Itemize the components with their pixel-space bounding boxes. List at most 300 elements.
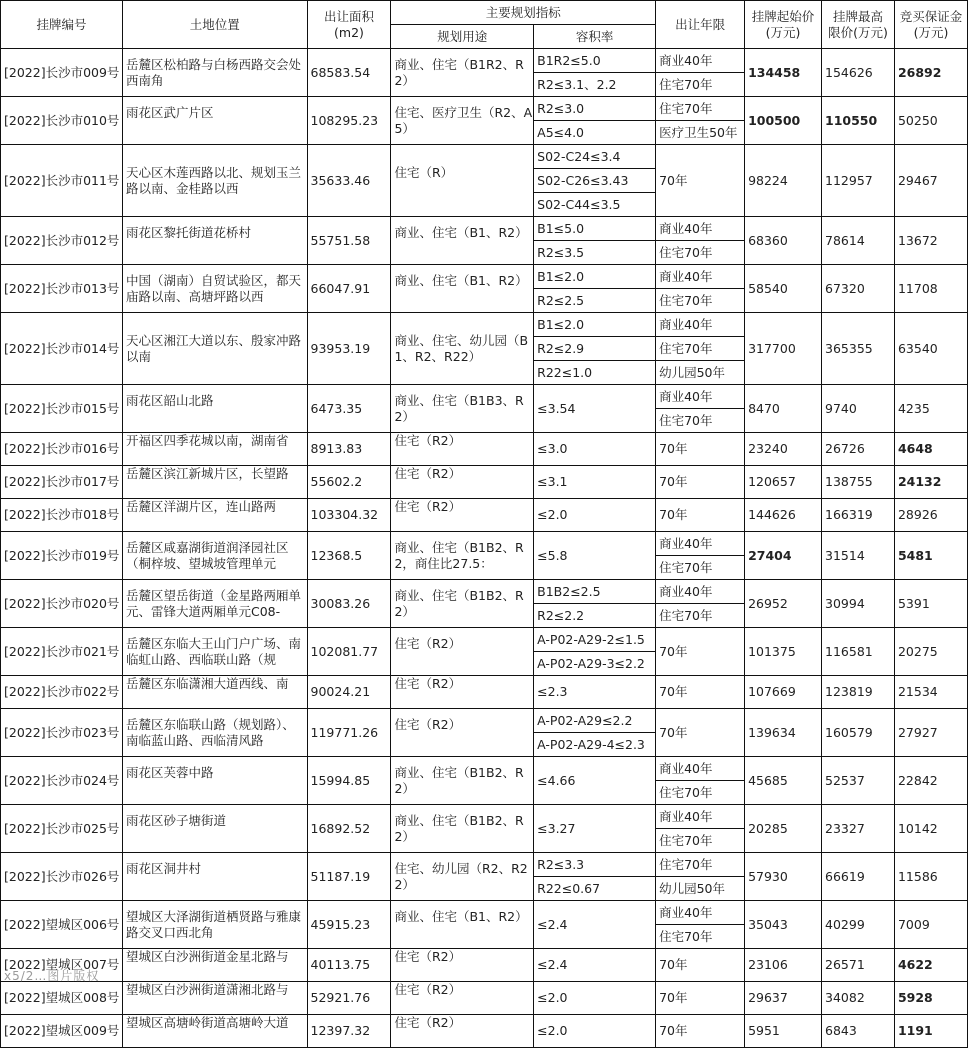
header-term: 出让年限: [656, 1, 745, 49]
lot-far-text: S02-C26≤3.43: [537, 172, 629, 188]
lot-far-text: A-P02-A29-3≤2.2: [537, 655, 645, 671]
lot-location-text: 岳麓区咸嘉湖街道润泽园社区（桐梓坡、望城坡管理单元: [125, 539, 289, 571]
lot-max-price: [822, 217, 895, 265]
lot-term: [656, 925, 745, 949]
lot-deposit-text: 5481: [897, 547, 933, 563]
lot-start-price-text: 317700: [748, 340, 796, 356]
lot-area-text: 45915.23: [310, 916, 371, 932]
lot-far-text: ≤3.0: [537, 441, 568, 456]
lot-id: [1, 313, 123, 385]
lot-start-price: [745, 97, 822, 145]
lot-term: [656, 901, 745, 925]
table-row: [1, 49, 968, 73]
lot-term-text: 70年: [659, 1023, 688, 1038]
lot-max-price-text: 123819: [825, 684, 873, 699]
lot-use: [391, 757, 534, 805]
lot-max-price: [822, 145, 895, 217]
header-deposit: [894, 1, 967, 49]
lot-far-text: A5≤4.0: [537, 124, 584, 140]
lot-location: [122, 1015, 307, 1048]
lot-use-text: 住宅（R2）: [394, 949, 462, 964]
lot-id-text: [2022]长沙市024号: [4, 772, 120, 788]
lot-area-text: 66047.91: [310, 280, 371, 296]
lot-max-price-text: 110550: [825, 112, 878, 128]
lot-area: [307, 313, 391, 385]
table-row: [1, 901, 968, 925]
lot-location: [122, 676, 307, 709]
lot-term: [656, 265, 745, 289]
lot-max-price-text: 112957: [825, 172, 873, 188]
lot-area-text: 103304.32: [310, 507, 379, 522]
lot-id: [1, 145, 123, 217]
lot-area-text: 108295.23: [310, 112, 379, 128]
lot-area-text: 102081.77: [310, 643, 379, 659]
lot-area: [307, 757, 391, 805]
lot-location: [122, 628, 307, 676]
lot-term-text: 70年: [659, 957, 688, 972]
header-use: 规划用途: [391, 25, 534, 49]
lot-use: [391, 145, 534, 217]
lot-start-price: [745, 901, 822, 949]
lot-start-price: [745, 580, 822, 628]
lot-area-text: 12368.5: [310, 547, 363, 563]
lot-start-price: [745, 145, 822, 217]
lot-location-text: 雨花区洞井村: [125, 860, 201, 876]
lot-deposit-text: 27927: [897, 724, 938, 740]
lot-term: [656, 709, 745, 757]
lot-max-price: [822, 49, 895, 97]
lot-max-price: [822, 805, 895, 853]
lot-far: [534, 709, 656, 733]
lot-use: [391, 265, 534, 313]
lot-max-price-text: 52537: [825, 772, 865, 788]
lot-location-text: 天心区湘江大道以东、殷家冲路以南: [125, 332, 301, 364]
lot-term: [656, 73, 745, 97]
lot-max-price-text: 160579: [825, 724, 873, 740]
lot-id: [1, 580, 123, 628]
lot-deposit: [894, 853, 967, 901]
lot-area: [307, 1015, 391, 1048]
lot-far: [534, 901, 656, 949]
lot-far: [534, 433, 656, 466]
lot-use: [391, 709, 534, 757]
lot-far-text: B1B2≤2.5: [537, 583, 601, 599]
lot-id-text: [2022]长沙市025号: [4, 820, 120, 836]
lot-far: [534, 805, 656, 853]
lot-term-text: 住宅70年: [659, 76, 713, 92]
lot-far: [534, 676, 656, 709]
header-indicators: 主要规划指标: [391, 1, 656, 25]
lot-max-price-text: 67320: [825, 280, 865, 296]
lot-location: [122, 265, 307, 313]
lot-start-price: [745, 1015, 822, 1048]
lot-use-text: 住宅（R2）: [394, 635, 462, 651]
lot-id: [1, 217, 123, 265]
lot-id: [1, 676, 123, 709]
lot-far: [534, 145, 656, 169]
lot-id: [1, 466, 123, 499]
table-row: [1, 265, 968, 289]
lot-deposit-text: 22842: [897, 772, 938, 788]
lot-term: [656, 409, 745, 433]
lot-term: [656, 757, 745, 781]
lot-location: [122, 949, 307, 982]
lot-far-text: B1≤5.0: [537, 220, 585, 236]
header-deposit-line1: 竞买保证金: [899, 8, 963, 24]
lot-id: [1, 982, 123, 1015]
lot-area-text: 52921.76: [310, 990, 371, 1005]
lot-id: [1, 757, 123, 805]
lot-start-price-text: 101375: [748, 643, 796, 659]
lot-start-price-text: 98224: [748, 172, 788, 188]
lot-far: [534, 385, 656, 433]
lot-far-text: ≤2.3: [537, 684, 568, 699]
lot-far: [534, 1015, 656, 1048]
lot-term-text: 住宅70年: [659, 340, 713, 356]
lot-term-text: 70年: [659, 507, 688, 522]
lot-start-price: [745, 982, 822, 1015]
lot-id-text: [2022]长沙市018号: [4, 507, 120, 522]
lot-start-price-text: 134458: [748, 64, 801, 80]
header-area: [307, 1, 391, 49]
lot-max-price: [822, 676, 895, 709]
lot-far: [534, 337, 656, 361]
lot-max-price: [822, 433, 895, 466]
lot-start-price: [745, 385, 822, 433]
lot-location: [122, 433, 307, 466]
lot-deposit: [894, 466, 967, 499]
lot-start-price-text: 23106: [748, 957, 788, 972]
lot-id: [1, 853, 123, 901]
lot-location-text: 雨花区芙蓉中路: [125, 764, 214, 780]
table-row: [1, 982, 968, 999]
lot-far-text: ≤5.8: [537, 547, 568, 563]
lot-term-text: 70年: [659, 724, 688, 740]
lot-id: [1, 805, 123, 853]
lot-area: [307, 853, 391, 901]
lot-area-text: 30083.26: [310, 595, 371, 611]
lot-location-text: 中国（湖南）自贸试验区，都天庙路以南、高塘坪路以西: [125, 272, 301, 304]
lot-id: [1, 1015, 123, 1048]
lot-start-price-text: 139634: [748, 724, 796, 740]
lot-term-text: 商业40年: [659, 808, 713, 824]
table-header: [1, 1, 968, 49]
header-max-price-line2: 限价(万元): [828, 24, 888, 40]
lot-term-text: 住宅70年: [659, 292, 713, 308]
lot-far-text: R2≤3.1、2.2: [537, 76, 617, 92]
lot-location: [122, 982, 307, 1015]
lot-deposit-text: 50250: [897, 112, 938, 128]
lot-term: [656, 313, 745, 337]
lot-area-text: 16892.52: [310, 820, 371, 836]
lot-deposit: [894, 709, 967, 757]
lot-id: [1, 532, 123, 580]
lot-id-text: [2022]长沙市020号: [4, 595, 120, 611]
lot-term-text: 商业40年: [659, 583, 713, 599]
lot-location: [122, 499, 307, 532]
header-max-price-line1: 挂牌最高: [832, 8, 883, 24]
lot-location: [122, 757, 307, 805]
lot-start-price-text: 20285: [748, 820, 788, 836]
lot-term-text: 商业40年: [659, 904, 713, 920]
watermark: x5/2…图片版权: [4, 969, 100, 983]
lot-id: [1, 709, 123, 757]
lot-use: [391, 982, 534, 1015]
lot-area-text: 12397.32: [310, 1023, 371, 1038]
lot-term: [656, 781, 745, 805]
lot-area: [307, 265, 391, 313]
lot-use-text: 商业、住宅（B1R2、R2）: [394, 56, 524, 88]
lot-area: [307, 580, 391, 628]
lot-area-text: 55751.58: [310, 232, 371, 248]
lot-start-price: [745, 433, 822, 466]
lot-max-price-text: 34082: [825, 990, 865, 1005]
lot-far: [534, 877, 656, 901]
table-row: [1, 628, 968, 652]
lot-deposit: [894, 901, 967, 949]
lot-term: [656, 499, 745, 532]
lot-term: [656, 982, 745, 1015]
lot-start-price-text: 26952: [748, 595, 788, 611]
lot-term-text: 幼儿园50年: [659, 364, 725, 380]
lot-max-price-text: 116581: [825, 643, 873, 659]
lot-location: [122, 532, 307, 580]
lot-deposit: [894, 49, 967, 97]
lot-term: [656, 532, 745, 556]
lot-deposit: [894, 217, 967, 265]
table-row: [1, 805, 968, 829]
lot-far: [534, 313, 656, 337]
table-row: [1, 532, 968, 556]
lot-start-price: [745, 853, 822, 901]
lot-term-text: 住宅70年: [659, 856, 713, 872]
lot-max-price-text: 23327: [825, 820, 865, 836]
lot-deposit-text: 4622: [897, 957, 933, 972]
lot-id: [1, 265, 123, 313]
lot-deposit-text: 5928: [897, 990, 933, 1005]
lot-use: [391, 532, 534, 580]
lot-id-text: [2022]长沙市015号: [4, 400, 120, 416]
lot-max-price: [822, 982, 895, 1015]
lot-deposit-text: 24132: [897, 474, 942, 489]
lot-term-text: 医疗卫生50年: [659, 124, 738, 140]
lot-deposit: [894, 532, 967, 580]
lot-deposit-text: 29467: [897, 172, 938, 188]
lot-location: [122, 853, 307, 901]
lot-use: [391, 853, 534, 901]
lot-start-price-text: 58540: [748, 280, 788, 296]
lot-max-price: [822, 499, 895, 532]
lot-deposit-text: 11708: [897, 280, 938, 296]
lot-deposit-text: 4648: [897, 441, 933, 456]
lot-id: [1, 385, 123, 433]
table-row: [1, 97, 968, 121]
lot-use: [391, 949, 534, 982]
lot-max-price: [822, 385, 895, 433]
lot-term: [656, 337, 745, 361]
lot-location: [122, 709, 307, 757]
lot-use-text: 商业、住宅（B1、R2）: [394, 224, 528, 240]
lot-max-price-text: 166319: [825, 507, 873, 522]
lot-term-text: 70年: [659, 990, 688, 1005]
lot-far-text: A-P02-A29-4≤2.3: [537, 736, 645, 752]
lot-deposit: [894, 265, 967, 313]
table-row: [1, 949, 968, 966]
lot-start-price-text: 100500: [748, 112, 801, 128]
lot-start-price: [745, 676, 822, 709]
lot-far-text: R2≤2.9: [537, 340, 585, 356]
lot-far: [534, 289, 656, 313]
lot-term-text: 商业40年: [659, 760, 713, 776]
header-start-price-line2: (万元): [765, 24, 801, 40]
lot-location-text: 岳麓区东临大王山门户广场、南临虹山路、西临联山路（规: [125, 635, 301, 667]
lot-id-text: [2022]望城区009号: [4, 1023, 120, 1038]
table-body: [1, 49, 968, 1048]
lot-term: [656, 628, 745, 676]
lot-term-text: 70年: [659, 474, 688, 489]
lot-deposit-text: 21534: [897, 684, 938, 699]
lot-id: [1, 97, 123, 145]
lot-use-text: 住宅（R2）: [394, 716, 462, 732]
lot-id-text: [2022]长沙市010号: [4, 112, 120, 128]
lot-far: [534, 241, 656, 265]
lot-max-price-text: 138755: [825, 474, 873, 489]
lot-deposit: [894, 385, 967, 433]
table-row: [1, 853, 968, 877]
lot-deposit-text: 11586: [897, 868, 938, 884]
table-row: [1, 709, 968, 733]
lot-use-text: 商业、住宅（B1B2、R2）: [394, 587, 524, 619]
lot-id-text: [2022]长沙市013号: [4, 280, 120, 296]
lot-id: [1, 499, 123, 532]
lot-location-text: 雨花区砂子塘街道: [125, 812, 226, 828]
lot-term: [656, 121, 745, 145]
lot-area: [307, 676, 391, 709]
lot-term-text: 商业40年: [659, 388, 713, 404]
lot-term: [656, 829, 745, 853]
lot-far-text: R2≤3.5: [537, 244, 585, 260]
lot-use-text: 住宅、医疗卫生（R2、A5）: [394, 104, 533, 136]
lot-deposit-text: 20275: [897, 643, 938, 659]
lot-far: [534, 193, 656, 217]
lot-id-text: [2022]长沙市011号: [4, 172, 120, 188]
lot-id-text: [2022]望城区007号: [4, 957, 120, 972]
lot-use-text: 住宅（R2）: [394, 676, 462, 691]
lot-far-text: B1≤2.0: [537, 316, 585, 332]
header-start-price-line1: 挂牌起始价: [751, 8, 815, 24]
lot-start-price: [745, 709, 822, 757]
lot-max-price-text: 40299: [825, 916, 865, 932]
header-deposit-line2: (万元): [913, 24, 949, 40]
lot-far: [534, 532, 656, 580]
lot-start-price: [745, 628, 822, 676]
lot-start-price: [745, 265, 822, 313]
lot-location-text: 雨花区武广片区: [125, 104, 214, 120]
lot-max-price: [822, 901, 895, 949]
lot-start-price-text: 35043: [748, 916, 788, 932]
lot-max-price: [822, 1015, 895, 1048]
lot-deposit-text: 28926: [897, 507, 938, 522]
lot-max-price: [822, 466, 895, 499]
lot-deposit: [894, 145, 967, 217]
lot-term: [656, 580, 745, 604]
lot-max-price-text: 31514: [825, 547, 865, 563]
header-far: 容积率: [534, 25, 656, 49]
lot-location-text: 望城区大泽湖街道栖贤路与雅康路交叉口西北角: [125, 908, 301, 940]
header-area-line2: (m2): [334, 24, 364, 40]
lot-term-text: 商业40年: [659, 52, 713, 68]
lot-term: [656, 217, 745, 241]
lot-far-text: S02-C44≤3.5: [537, 196, 621, 212]
lot-start-price: [745, 217, 822, 265]
lot-term: [656, 466, 745, 499]
lot-location-text: 望城区白沙洲街道潇湘北路与: [125, 982, 289, 997]
lot-far-text: A-P02-A29≤2.2: [537, 712, 633, 728]
lot-area: [307, 385, 391, 433]
lot-id-text: [2022]长沙市021号: [4, 643, 120, 659]
lot-term-text: 商业40年: [659, 220, 713, 236]
lot-max-price-text: 9740: [825, 400, 857, 416]
lot-use-text: 住宅（R2）: [394, 433, 462, 448]
lot-location-text: 天心区木莲西路以北、规划玉兰路以南、金桂路以西: [125, 164, 301, 196]
lot-term: [656, 676, 745, 709]
table-row: [1, 757, 968, 781]
lot-far: [534, 604, 656, 628]
lot-use: [391, 217, 534, 265]
lot-deposit: [894, 757, 967, 805]
lot-location: [122, 145, 307, 217]
lot-area-text: 68583.54: [310, 64, 371, 80]
lot-term: [656, 877, 745, 901]
lot-use: [391, 499, 534, 532]
lot-area-text: 15994.85: [310, 772, 371, 788]
lot-area-text: 8913.83: [310, 441, 363, 456]
lot-far-text: ≤2.4: [537, 916, 568, 932]
lot-start-price-text: 57930: [748, 868, 788, 884]
header-max-price: [822, 1, 895, 49]
lot-far: [534, 265, 656, 289]
lot-location-text: 岳麓区东临联山路（规划路）、南临蓝山路、西临清风路: [125, 716, 295, 748]
lot-id-text: [2022]长沙市026号: [4, 868, 120, 884]
lot-term-text: 住宅70年: [659, 784, 713, 800]
header-start-price: [745, 1, 822, 49]
lot-far: [534, 169, 656, 193]
lot-far: [534, 49, 656, 73]
lot-max-price: [822, 580, 895, 628]
lot-use-text: 住宅（R2）: [394, 982, 462, 997]
lot-area: [307, 217, 391, 265]
lot-use: [391, 49, 534, 97]
lot-term-text: 住宅70年: [659, 832, 713, 848]
lot-max-price: [822, 265, 895, 313]
lot-max-price-text: 365355: [825, 340, 873, 356]
lot-max-price-text: 26726: [825, 441, 865, 456]
lot-location: [122, 49, 307, 97]
lot-use-text: 商业、住宅（B1B3、R2）: [394, 392, 524, 424]
lot-id-text: [2022]长沙市019号: [4, 547, 120, 563]
lot-max-price-text: 30994: [825, 595, 865, 611]
lot-far-text: ≤2.0: [537, 1023, 568, 1038]
lot-area-text: 6473.35: [310, 400, 363, 416]
lot-id-text: [2022]长沙市012号: [4, 232, 120, 248]
lot-id-text: [2022]长沙市014号: [4, 340, 120, 356]
lot-term-text: 住宅70年: [659, 607, 713, 623]
lot-far: [534, 580, 656, 604]
lot-use-text: 住宅（R2）: [394, 466, 462, 481]
lot-far: [534, 499, 656, 532]
lot-deposit: [894, 982, 967, 1015]
lot-area: [307, 466, 391, 499]
